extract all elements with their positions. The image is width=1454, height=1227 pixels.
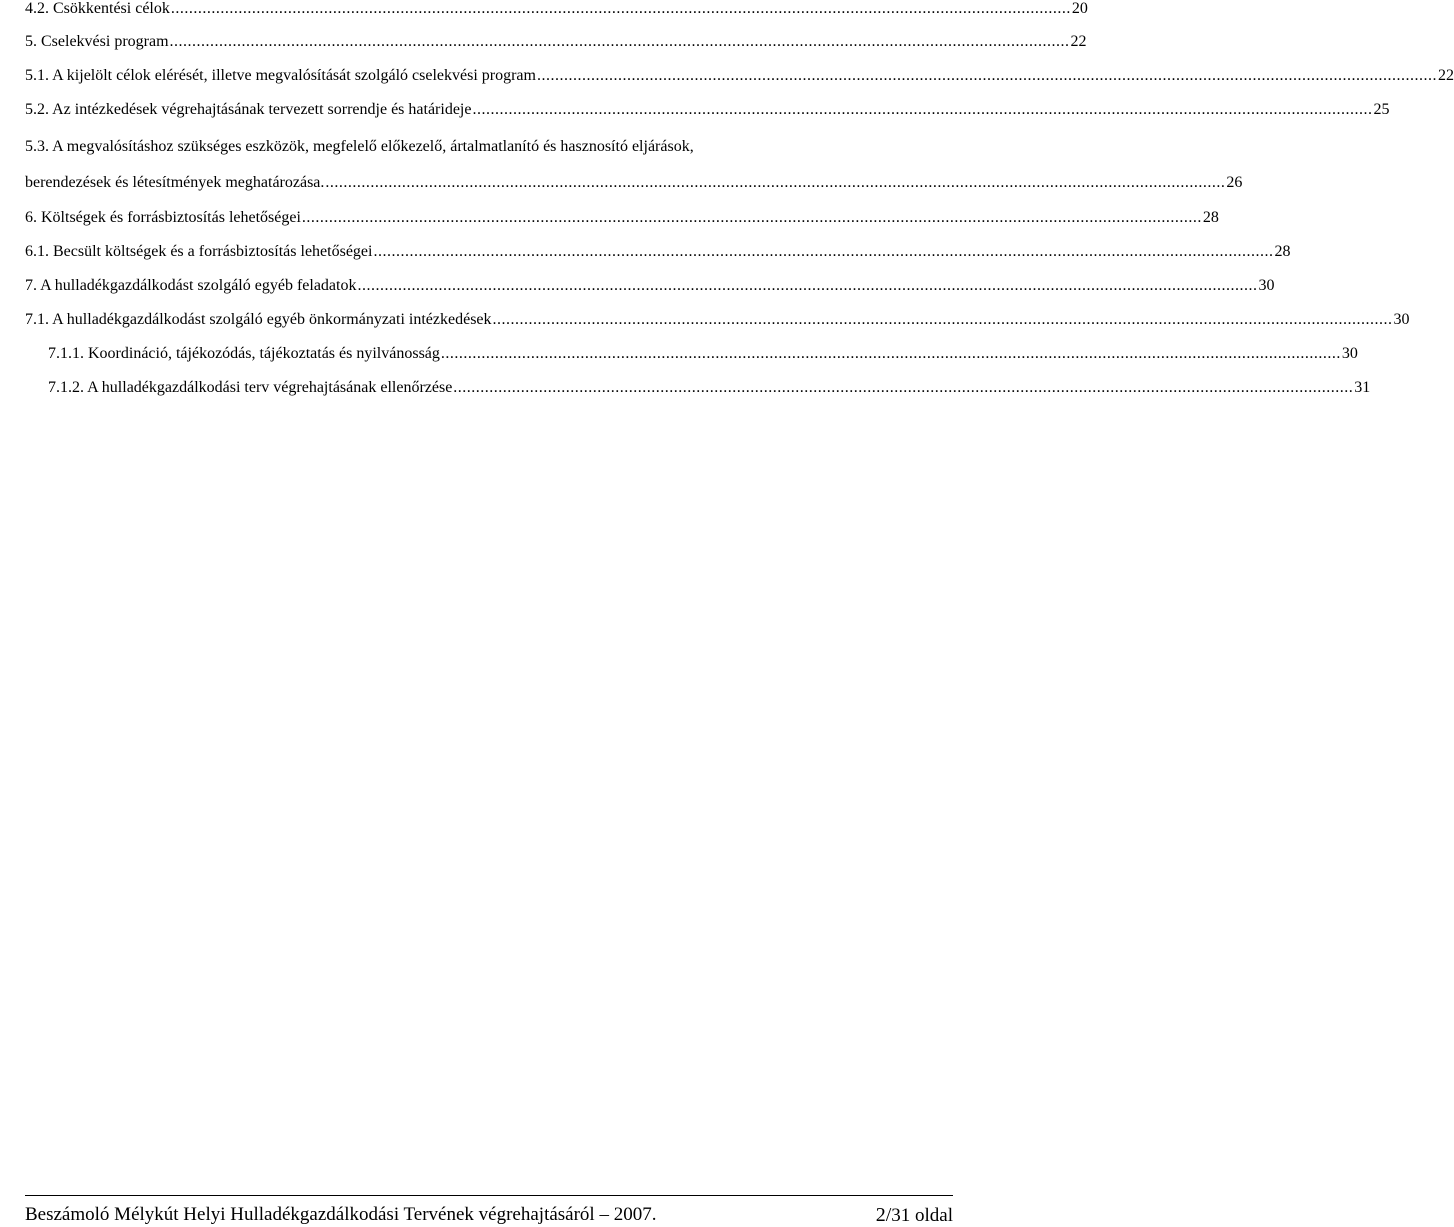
toc-entry[interactable]: [25, 33, 1087, 51]
toc-page-number: 26: [1226, 174, 1243, 191]
dot-leader: ........................................................................................................................................................................................................: [169, 33, 1070, 50]
toc-title: Koordináció, tájékozódás, tájékoztatás és nyilvánosság: [88, 345, 440, 362]
toc-number: 7.: [25, 277, 37, 294]
dot-leader: ........................................................................................................................................................................................................: [170, 0, 1071, 17]
dot-leader: ........................................................................................................................................................................................................: [301, 209, 1202, 226]
toc-entry[interactable]: [48, 345, 1358, 363]
toc-title: A hulladékgazdálkodást szolgáló egyéb feladatok: [40, 277, 357, 294]
page-current: 2: [875, 1204, 886, 1226]
toc-number: 5.3.: [25, 138, 49, 155]
toc-number: 5.: [25, 33, 37, 50]
toc-entry[interactable]: [25, 0, 1088, 18]
footer-text: Beszámoló Mélykút Helyi Hulladékgazdálkodási Tervének végrehajtásáról – 2007.: [25, 1204, 657, 1225]
toc-title: A kijelölt célok elérését, illetve megvalósítását szolgáló cselekvési program: [52, 67, 536, 84]
toc-entry[interactable]: [25, 277, 1275, 295]
toc-page-number: 20: [1071, 0, 1088, 17]
toc-page-number: 28: [1274, 243, 1291, 260]
dot-leader: ........................................................................................................................................................................................................: [492, 311, 1393, 328]
toc-entry[interactable]: [25, 311, 1410, 329]
toc-page-number: 28: [1202, 209, 1219, 226]
toc-title: Cselekvési program: [41, 33, 169, 50]
page-total: 31: [891, 1205, 911, 1226]
page-footer: [25, 1195, 953, 1227]
toc-number: 4.2.: [25, 0, 49, 17]
toc-title: A megvalósításhoz szükséges eszközök, megfelelő előkezelő, ártalmatlanító és hasznosító eljárások,: [52, 138, 694, 155]
toc-title: Becsült költségek és a forrásbiztosítás lehetőségei: [53, 243, 373, 260]
toc-title-continued: berendezések és létesítmények meghatározása.: [25, 174, 325, 191]
toc-title: Az intézkedések végrehajtásának tervezett sorrendje és határideje: [52, 101, 472, 118]
toc-number: 7.1.2.: [48, 379, 84, 396]
dot-leader: ........................................................................................................................................................................................................: [536, 67, 1437, 84]
toc-entry[interactable]: [25, 209, 1219, 227]
toc-entry[interactable]: [25, 67, 1454, 85]
toc-page-number: 25: [1373, 101, 1390, 118]
page-suffix: oldal: [910, 1205, 953, 1226]
dot-leader: ........................................................................................................................................................................................................: [472, 101, 1373, 118]
toc-title: Csökkentési célok: [53, 0, 170, 17]
toc-entry[interactable]: [25, 101, 1390, 119]
toc-title: Költségek és forrásbiztosítás lehetőségei: [41, 209, 301, 226]
toc-page-number: 22: [1437, 67, 1454, 84]
toc-page-number: 31: [1354, 379, 1371, 396]
toc-page-number: 30: [1393, 311, 1410, 328]
page-separator: /: [885, 1204, 892, 1226]
toc-page-number: 30: [1341, 345, 1358, 362]
toc-number: 6.1.: [25, 243, 49, 260]
toc-number: 5.2.: [25, 101, 49, 118]
toc-entry[interactable]: [48, 379, 1371, 397]
dot-leader: ........................................................................................................................................................................................................: [453, 379, 1354, 396]
dot-leader: ........................................................................................................................................................................................................: [373, 243, 1274, 260]
toc-number: 5.1.: [25, 67, 49, 84]
toc-number: 6.: [25, 209, 37, 226]
toc-entry[interactable]: [25, 243, 1291, 261]
dot-leader: ........................................................................................................................................................................................................: [357, 277, 1258, 294]
toc-page-number: 30: [1258, 277, 1275, 294]
toc-title: A hulladékgazdálkodási terv végrehajtásának ellenőrzése: [87, 379, 453, 396]
page-indicator: [876, 1204, 953, 1227]
toc-title: A hulladékgazdálkodást szolgáló egyéb önkormányzati intézkedések: [52, 311, 492, 328]
toc-entry-line1[interactable]: [25, 138, 953, 156]
dot-leader: ........................................................................................................................................................................................................: [325, 174, 1226, 191]
toc-number: 7.1.: [25, 311, 49, 328]
toc-number: 7.1.1.: [48, 345, 84, 362]
toc-page-number: 22: [1070, 33, 1087, 50]
dot-leader: ........................................................................................................................................................................................................: [440, 345, 1341, 362]
toc-entry[interactable]: [25, 174, 1243, 192]
